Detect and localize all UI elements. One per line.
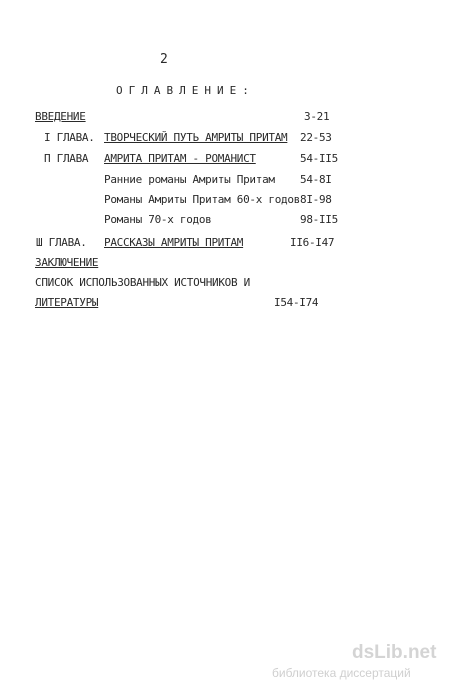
toc-entry-chapter-1 [44, 131, 332, 144]
toc-entry-bibliography-line-2 [35, 296, 319, 309]
entry-label: I ГЛАВА. [44, 131, 95, 144]
page-number: 2 [160, 52, 168, 67]
toc-entry-conclusion [35, 256, 98, 269]
entry-pages: 8I-98 [300, 193, 332, 206]
entry-title: Романы 70-х годов [104, 213, 212, 226]
entry-title: АМРИТА ПРИТАМ - РОМАНИСТ [104, 152, 256, 165]
entry-label: СПИСОК ИСПОЛЬЗОВАННЫХ ИСТОЧНИКОВ И [35, 276, 250, 289]
entry-title: ТВОРЧЕСКИЙ ПУТЬ АМРИТЫ ПРИТАМ [104, 131, 288, 144]
entry-label: ЗАКЛЮЧЕНИЕ [35, 256, 99, 269]
toc-subentry-early-novels [104, 173, 332, 186]
toc-subentry-60s-novels [104, 193, 332, 206]
toc-entry-introduction [35, 110, 330, 123]
watermark-logo: dsLib.net [352, 642, 437, 663]
entry-title: Ранние романы Амриты Притам [104, 173, 275, 186]
entry-label: П ГЛАВА [44, 152, 89, 165]
toc-entry-chapter-3 [36, 236, 335, 249]
entry-pages: 54-8I [300, 173, 332, 186]
toc-title: ОГЛАВЛЕНИЕ: [116, 84, 255, 97]
toc-entry-chapter-2 [44, 152, 338, 165]
entry-title: Романы Амриты Притам 60-х годов [104, 193, 300, 206]
entry-pages: 22-53 [300, 131, 332, 144]
toc-entry-bibliography-line-1 [35, 276, 250, 289]
entry-label: ЛИТЕРАТУРЫ [35, 296, 99, 309]
entry-label: ВВЕДЕНИЕ [35, 110, 86, 123]
entry-label: Ш ГЛАВА. [36, 236, 87, 249]
entry-pages: I54-I74 [274, 296, 319, 309]
entry-pages: 98-II5 [300, 213, 338, 226]
entry-pages: 3-21 [304, 110, 330, 123]
entry-pages: 54-II5 [300, 152, 338, 165]
toc-subentry-70s-novels [104, 213, 338, 226]
entry-title: РАССКАЗЫ АМРИТЫ ПРИТАМ [104, 236, 244, 249]
watermark-subtitle: библиотека диссертаций [272, 666, 411, 680]
entry-pages: II6-I47 [290, 236, 335, 249]
